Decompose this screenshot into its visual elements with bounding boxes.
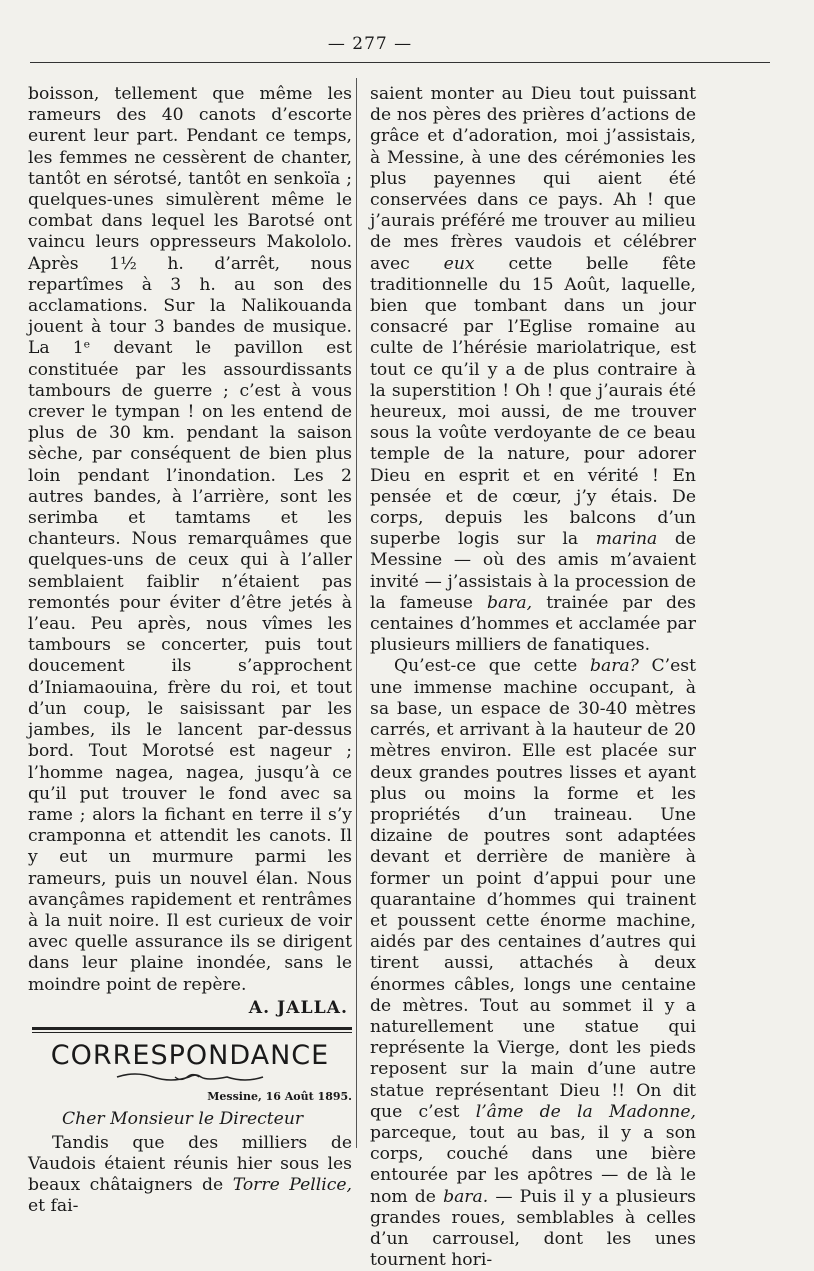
section-divider <box>32 1027 352 1033</box>
text-run: Qu’est-ce que cette <box>394 656 590 677</box>
italic-word: bara. <box>443 1186 489 1207</box>
italic-word: marina <box>595 529 658 550</box>
letter-paragraph <box>370 656 696 1271</box>
text-run: et fai- <box>28 1196 79 1217</box>
letter-paragraph <box>370 84 696 656</box>
italic-place-name: Torre Pellice, <box>232 1174 352 1195</box>
text-run: Tandis que des milliers de Vaudois étaient réunis hier sous les beaux châtaigners de <box>28 1132 352 1195</box>
text-run: saient monter au Dieu tout puissant de nos pères des prières d’actions de grâce et d’adoration, moi j’assistais, à Messine, à une des cérémonies les plus payennes qui aient été conservées dans ce pays. Ah ! que j’aurais préféré me trouver au milieu de mes frères vaudois et célébrer avec <box>370 84 696 274</box>
italic-word: l’âme de la Madonne, <box>475 1101 696 1122</box>
italic-word: bara? <box>589 656 639 677</box>
left-column <box>28 84 352 1217</box>
letter-salutation: Cher Monsieur le Directeur <box>62 1109 304 1130</box>
header-rule <box>30 62 770 63</box>
article-paragraph: boisson, tellement que même les rameurs des 40 canots d’escorte eurent leur part. Pendant ce temps, les femmes ne cessèrent de chanter, tantôt en sérotsé, tantôt en senkoïa ; quelques-unes simulèrent même le combat dans lequel les Barotsé ont vaincu leurs oppresseurs Makololo. Après 1½ h. d’arrêt, nous repartîmes à 3 h. au son des acclamations. Sur la Nalikouanda jouent à tour 3 bandes de musique. La 1ᵉ devant le pavillon est constituée par les assourdissants tambours de guerre ; c’est à vous crever le tympan ! on les entend de plus de 30 km. pendant la saison sèche, par conséquent de bien plus loin pendant l’inondation. Les 2 autres bandes, à l’arrière, sont les serimba et tamtams et les chanteurs. Nous remarquâmes que quelques-uns de ceux qui à l’aller semblaient faiblir n’étaient pas remontés pour éviter d’être jetés à l’eau. Peu après, nous vîmes les tambours se concerter, puis tout doucement ils s’approchent d’Iniamaouina, frère du roi, et tout d’un coup, le saisissant par les jambes, ils le lancent par-dessus bord. Tout Morotsé est nageur ; l’homme nagea, nagea, jusqu’à ce qu’il put trouver le fond avec sa rame ; alors la fichant en terre il s’y cramponna et attendit les canots. Il y eut un murmure parmi les rameurs, puis un nouvel élan. Nous avançâmes rapidement et rentrâmes à la nuit noire. Il est curieux de voir avec quelle assurance ils se dirigent dans leur plaine inondée, sans le moindre point de repère. <box>28 84 352 995</box>
page-number: — 277 — <box>327 34 413 54</box>
ornament-flourish-icon <box>115 1070 265 1084</box>
letter-paragraph <box>28 1133 352 1218</box>
author-signature: A. JALLA. <box>248 997 348 1018</box>
column-divider <box>356 78 357 1148</box>
letter-dateline: Messine, 16 Août 1895. <box>207 1090 352 1104</box>
italic-word: bara, <box>486 592 533 613</box>
italic-word: eux <box>443 253 475 274</box>
text-run: trainée par des centaines d’hommes et acclamée par plusieurs milliers de fanatiques. <box>370 592 697 656</box>
text-run: de Messine — où des amis m’avaient invité — j’assistais à la procession de la fameuse <box>370 529 696 613</box>
text-run: C’est une immense machine occupant, à sa base, un espace de 30-40 mètres carrés, et arrivant à la hauteur de 20 mètres environ. Elle est placée sur deux grandes poutres lisses et ayant plus ou moins la forme et les propriétés d’un traineau. Une dizaine de poutres sont adaptées devant et derrière de manière à former un point d’appui pour une quarantaine d’hommes qui trainent et poussent cette énorme machine, aidés par des centaines d’autres qui tirent aussi, attachés à deux énormes câbles, longs une centaine de mètres. Tout au sommet il y a naturellement une statue qui représente la Vierge, dont les pieds reposent sur la main d’une autre statue représentant Dieu !! On dit que c’est <box>370 656 696 1122</box>
right-column <box>370 84 696 1271</box>
text-run: — Puis il y a plusieurs grandes roues, semblables à celles d’un carrousel, dont les unes tournent hori- <box>370 1186 696 1271</box>
text-run: cette belle fête traditionnelle du 15 Août, laquelle, bien que tombant dans un jour consacré par l’Eglise romaine au culte de l’hérésie mariolatrique, est tout ce qu’il y a de plus contraire à la superstition ! Oh ! que j’aurais été heureux, moi aussi, de me trouver sous la voûte verdoyante de ce beau temple de la nature, pour adorer Dieu en esprit et en vérité ! En pensée et de cœur, j’y étais. De corps, depuis les balcons d’un superbe logis sur la <box>370 253 697 550</box>
section-title: CORRESPONDANCE <box>50 1039 330 1071</box>
text-run: parceque, tout au bas, il y a son corps, couché dans une bière entourée par les apôtres — de là le nom de <box>370 1122 696 1207</box>
